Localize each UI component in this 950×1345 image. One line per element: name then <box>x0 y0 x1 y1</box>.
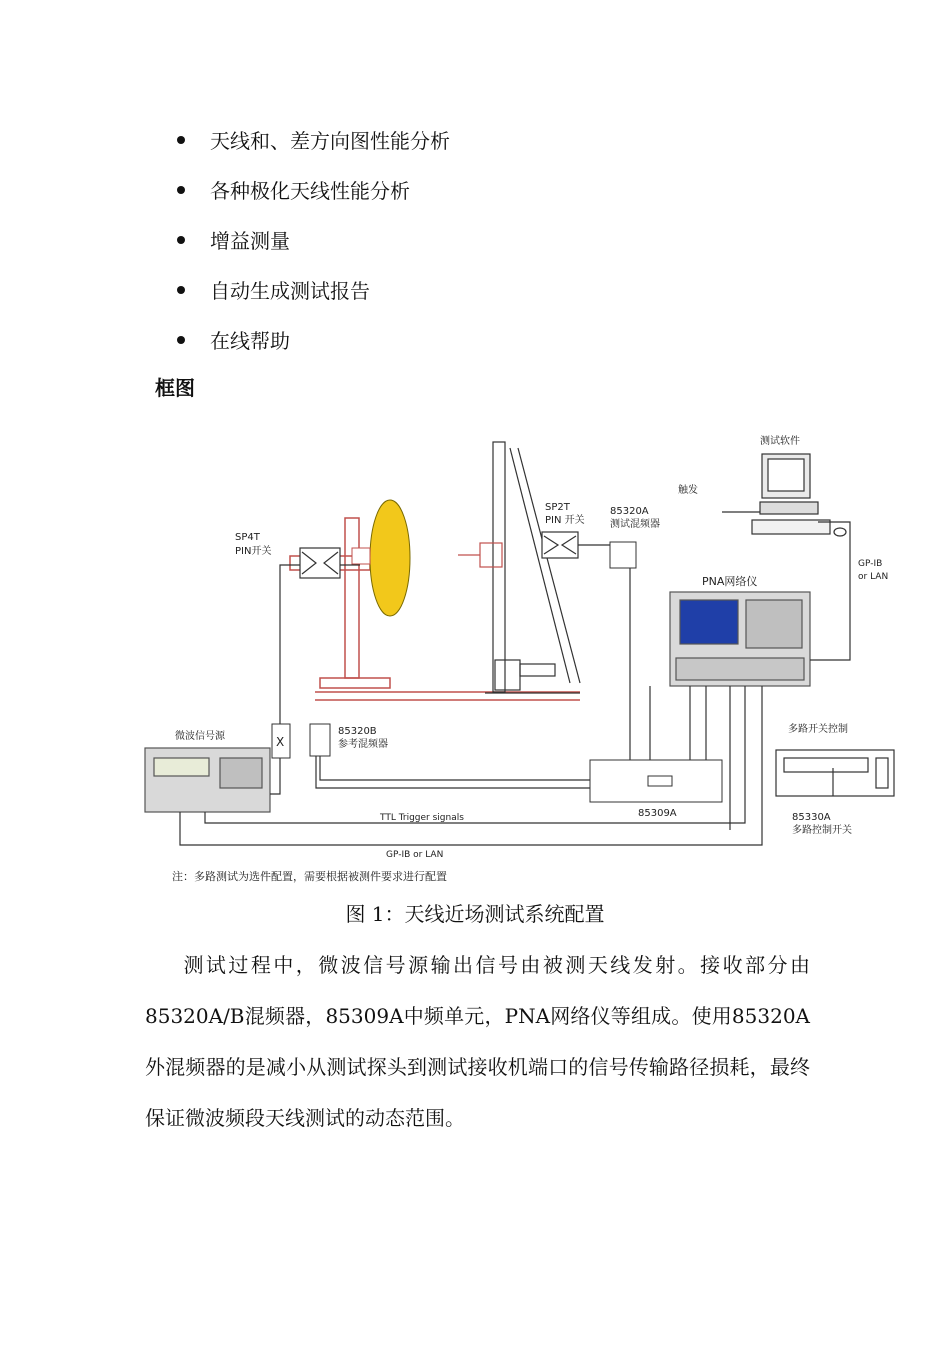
test-mixer-model: 85320A <box>610 506 649 517</box>
list-item <box>160 118 450 168</box>
figure-caption: 图 1：天线近场测试系统配置 <box>345 902 605 926</box>
list-item-text: 天线和、差方向图性能分析 <box>210 129 450 153</box>
list-item <box>160 218 450 268</box>
software-label: 测试软件 <box>760 436 800 447</box>
gpib-bottom-label: GP-IB or LAN <box>386 850 444 860</box>
ttl-label: TTL Trigger signals <box>380 813 464 823</box>
body-paragraph-text: 测试过程中，微波信号源输出信号由被测天线发射。接收部分由85320A/B混频器，85309A中频单元，PNA网络仪等组成。使用85320A外混频器的是减小从测试探头到测试接收机端口的信号传输路径损耗，最终保证微波频段天线测试的动态范围。 <box>145 953 810 1130</box>
dish-antenna-icon <box>370 500 410 616</box>
sp4t-sublabel: PIN开关 <box>235 546 272 557</box>
bullet-icon <box>177 236 185 244</box>
test-mixer-label: 测试混频器 <box>610 519 660 530</box>
sp2t-label: SP2T <box>545 502 570 513</box>
if-unit-label: 85309A <box>638 808 677 819</box>
sp2t-switch <box>542 532 578 558</box>
list-item-text: 各种极化天线性能分析 <box>210 179 410 203</box>
antenna-mount <box>290 518 580 700</box>
reference-mixer-label: 参考混频器 <box>338 739 388 750</box>
list-item <box>160 318 450 368</box>
trigger-label: 触发 <box>678 485 698 496</box>
list-item <box>160 168 450 218</box>
bullet-icon <box>177 186 185 194</box>
bullet-icon <box>177 136 185 144</box>
section-title: 框图 <box>155 376 195 400</box>
pna-label: PNA网络仪 <box>702 575 758 588</box>
bullet-icon <box>177 336 185 344</box>
gpib-right-sublabel: or LAN <box>858 572 889 582</box>
sp2t-sublabel: PIN 开关 <box>545 515 585 526</box>
list-item-text: 在线帮助 <box>210 329 290 353</box>
feed-horn-icon <box>352 548 370 564</box>
multiplex-control-label: 多路开关控制 <box>788 724 848 735</box>
system-block-diagram <box>140 428 910 890</box>
list-item <box>160 268 450 318</box>
signal-source-icon <box>145 748 270 812</box>
diagram-note: 注：多路测试为选件配置，需要根据被测件要求进行配置 <box>172 870 447 883</box>
test-mixer-icon <box>610 542 636 568</box>
coupler-x-label: X <box>276 735 285 749</box>
sp4t-label: SP4T <box>235 532 260 543</box>
feature-list <box>160 118 450 368</box>
switch-model: 85330A <box>792 812 831 823</box>
gpib-right-label: GP-IB <box>858 559 883 569</box>
list-item-text: 增益测量 <box>210 229 290 253</box>
multiplex-switch-icon <box>776 750 894 796</box>
scanner-frame <box>458 442 580 693</box>
sp4t-switch <box>300 548 340 578</box>
list-item-text: 自动生成测试报告 <box>210 279 370 303</box>
bullet-icon <box>177 286 185 294</box>
body-paragraph <box>145 940 810 1144</box>
if-unit-display <box>648 776 672 786</box>
reference-mixer-model: 85320B <box>338 726 377 737</box>
source-label: 微波信号源 <box>175 731 225 742</box>
pna-analyzer-icon <box>670 592 810 686</box>
computer-icon <box>752 454 846 536</box>
switch-label: 多路控制开关 <box>792 825 852 836</box>
reference-mixer-icon <box>310 724 330 756</box>
